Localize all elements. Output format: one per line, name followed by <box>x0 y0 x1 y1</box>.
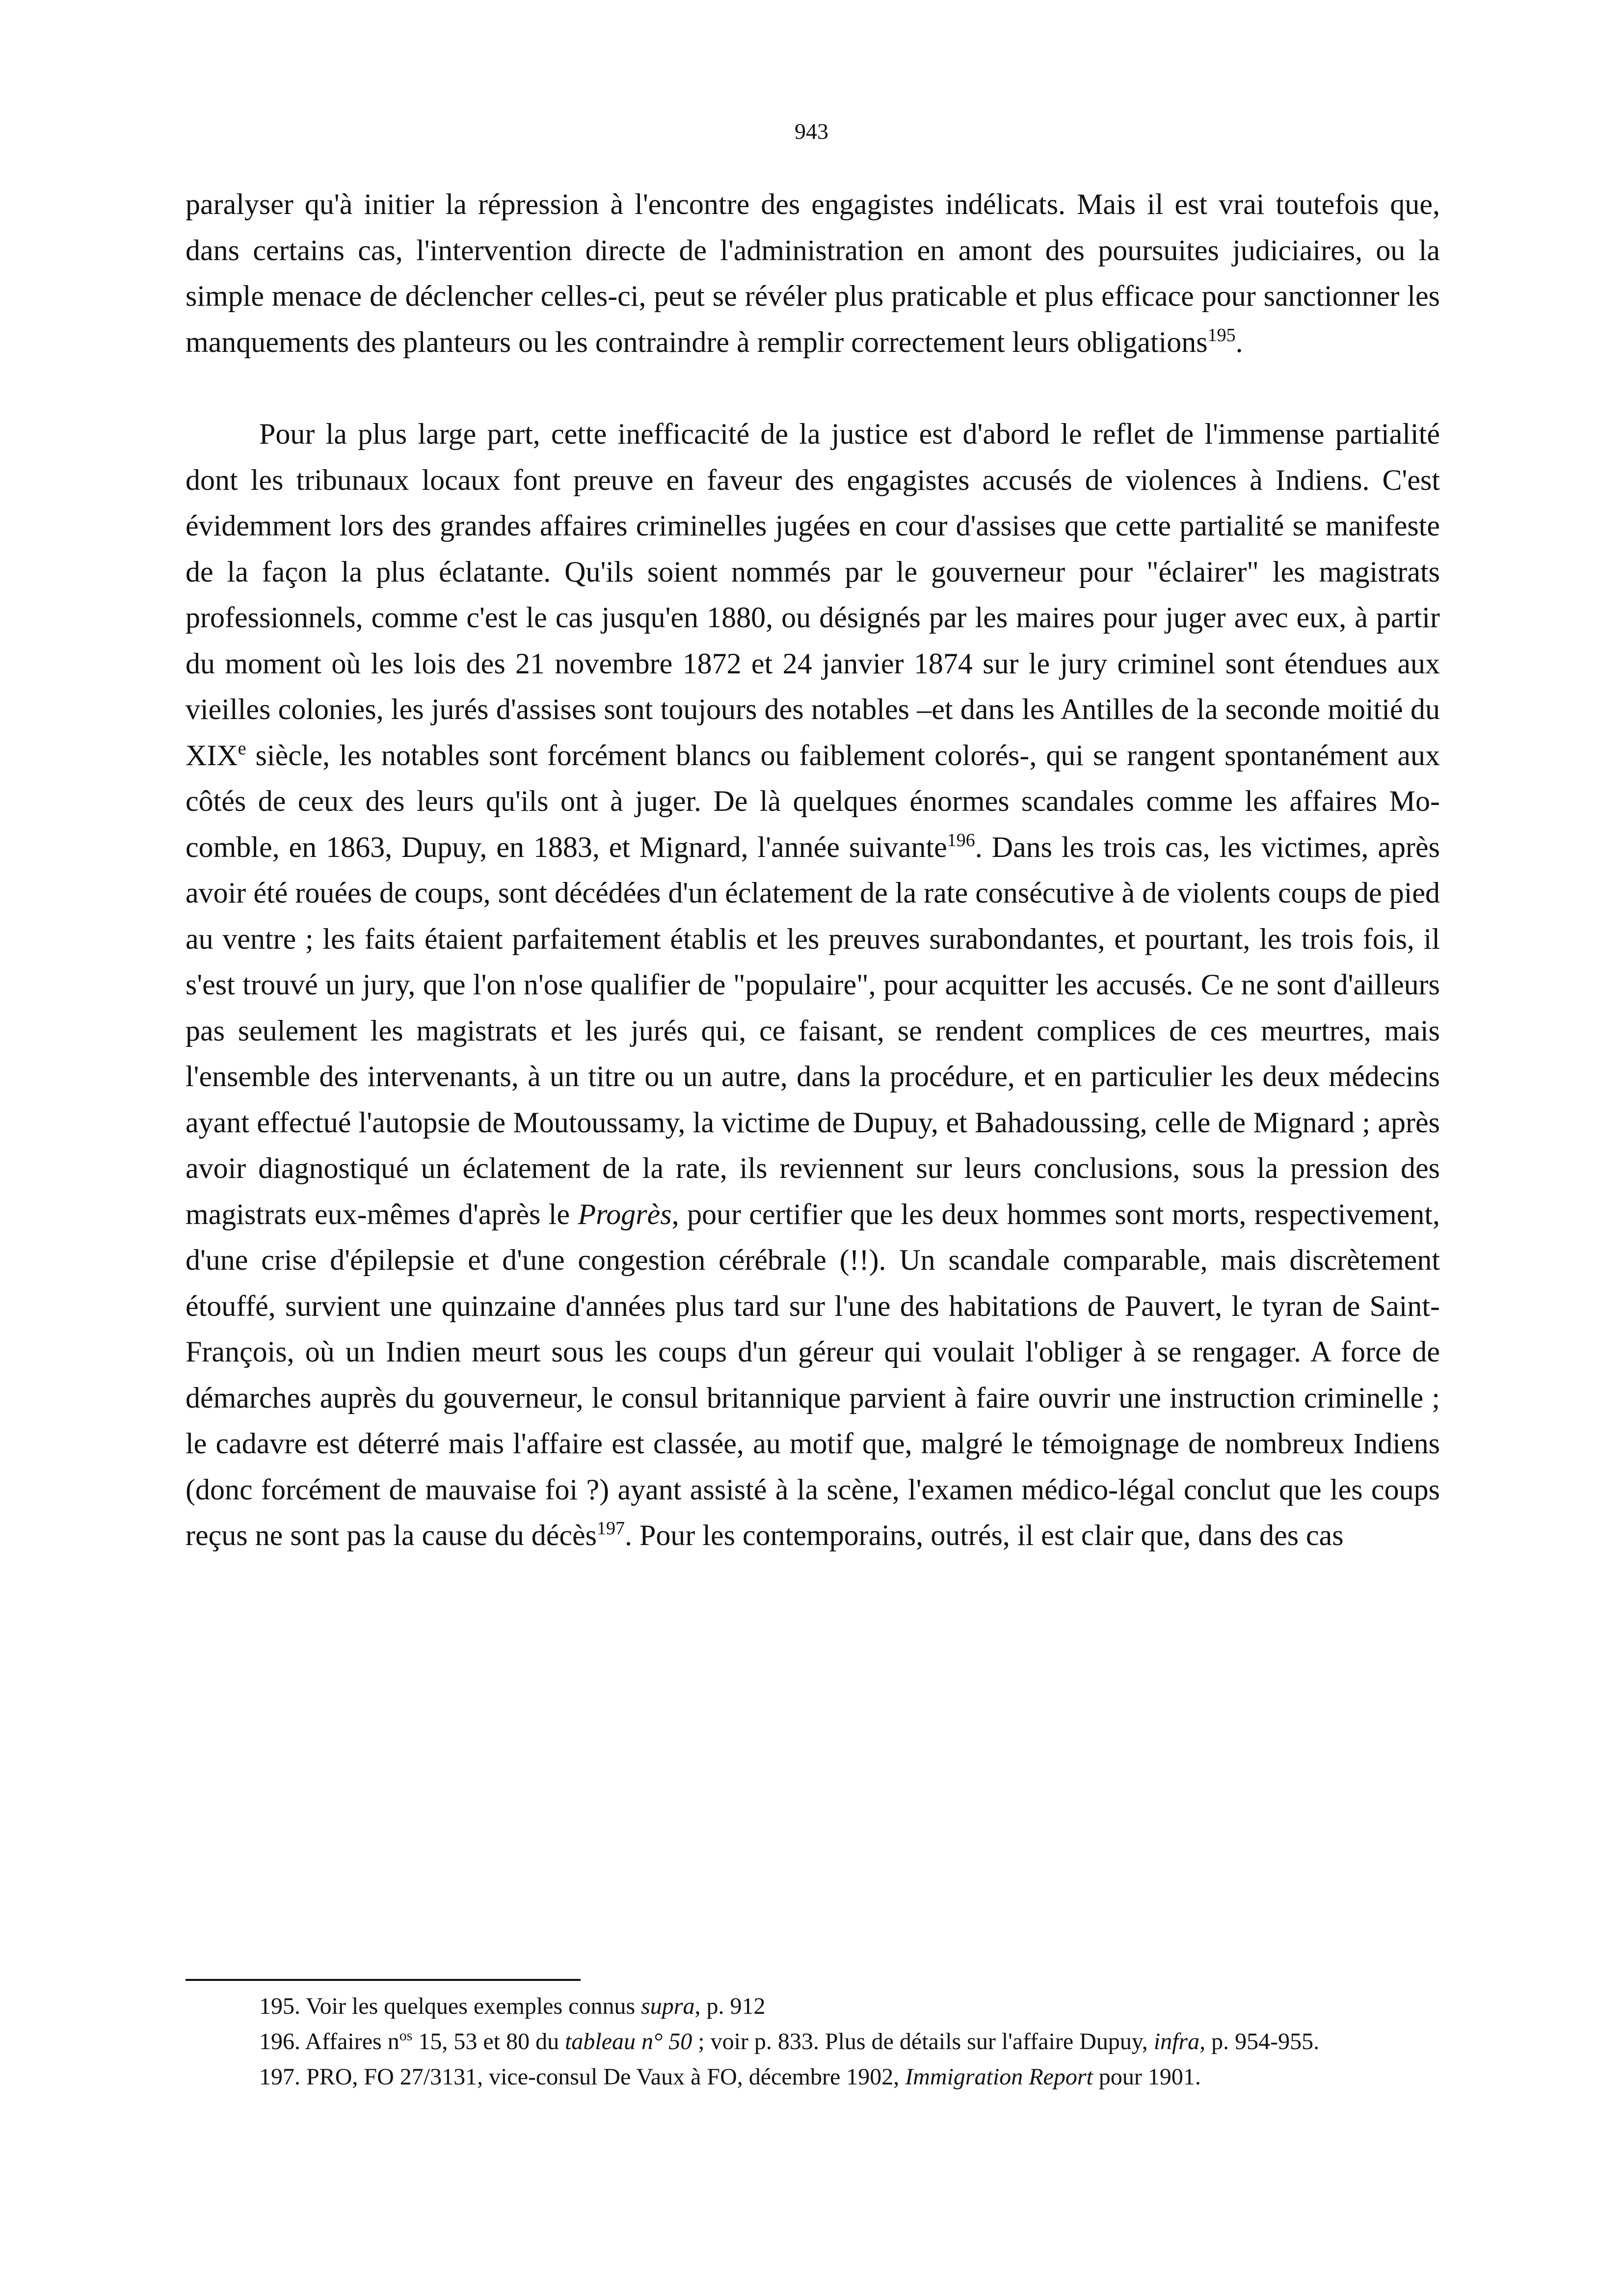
paragraph-2-part3: . Dans les trois cas, les victimes, après avoir été rouées de coups, sont décédées d'un éclatement de la rate consécutive à de violents coups de pied au ventre ; les faits étaient parfaitement établis et les preuves surabondantes, et pourtant, les trois fois, il s'est trouvé un jury, que l'on n'ose qualifier de "populaire", pour acquitter les accusés. Ce ne sont d'ailleurs pas seulement les magistrats et les jurés qui, ce faisant, se rendent complices de ces meurtres, mais l'ensemble des intervenants, à un titre ou un autre, dans la procédure, et en particulier les deux médecins ayant effectué l'autopsie de Moutoussamy, la victime de Dupuy, et Bahadoussing, celle de Mignard ; après avoir diagnostiqué un éclatement de la rate, ils reviennent sur leurs conclusions, sous la pression des magistrats eux-mêmes d'après le <box>186 830 1440 1230</box>
footnote-196-italic-1: tableau n° 50 <box>565 2029 692 2055</box>
footnote-196 <box>186 2027 1440 2056</box>
paragraph-2-part2: siècle, les notables sont forcément blancs ou faiblement colorés-, qui se rangent spontanément aux côtés de ceux des leurs qu'ils ont à juger. De là quelques énormes scandales comme les affaires Mocomble, en 1863, Dupuy, en 1883, et Mignard, l'année suivante <box>186 739 1440 863</box>
italic-progres: Progrès <box>578 1198 672 1230</box>
footnote-196-sup: os <box>399 2028 413 2044</box>
footnote-196-a: 196. Affaires n <box>259 2029 399 2055</box>
paragraph-1 <box>186 182 1440 365</box>
footnotes <box>186 1992 1440 2098</box>
century-superscript: e <box>238 738 246 759</box>
footnote-196-b: 15, 53 et 80 du <box>412 2029 565 2055</box>
paragraph-2-part4: , pour certifier que les deux hommes sont morts, respectivement, d'une crise d'épilepsie et d'une congestion cérébrale (!!). Un scandale comparable, mais discrètement étouffé, survient une quinzaine d'années plus tard sur l'une des habitations de Pauvert, le tyran de Saint-François, où un Indien meurt sous les coups d'un géreur qui voulait l'obliger à se rengager. A force de démarches auprès du gouverneur, le consul britannique parvient à faire ouvrir une instruction criminelle ; le cadavre est déterré mais l'affaire est classée, au motif que, malgré le témoignage de nombreux Indiens (donc forcément de mauvaise foi ?) ayant assisté à la scène, l'examen médico-légal conclut que les coups reçus ne sont pas la cause du décès <box>186 1198 1440 1551</box>
footnote-196-italic-2: infra, <box>1153 2029 1206 2055</box>
footnote-197 <box>186 2062 1440 2092</box>
footnote-197-text: 197. PRO, FO 27/3131, vice-consul De Vaux à FO, décembre 1902, <box>259 2064 905 2090</box>
paragraph-1-end: . <box>1235 325 1243 358</box>
footnote-ref-195: 195 <box>1207 324 1236 346</box>
footnote-ref-197: 197 <box>597 1518 625 1539</box>
paragraph-2-part5: . Pour les contemporains, outrés, il est clair que, dans des cas <box>625 1519 1344 1551</box>
footnote-197-italic: Immigration Report <box>905 2064 1093 2090</box>
footnote-197-end: pour 1901. <box>1092 2064 1201 2090</box>
footnote-196-d: p. 954-955. <box>1205 2029 1320 2055</box>
footnote-divider <box>186 1979 581 1981</box>
footnote-195-text: 195. Voir les quelques exemples connus <box>259 1993 641 2019</box>
paragraph-1-text: paralyser qu'à initier la répression à l'encontre des engagistes indélicats. Mais il est vrai toutefois que, dans certains cas, l'intervention directe de l'administration en amont des poursuites judiciaires, ou la simple menace de déclencher celles-ci, peut se révéler plus praticable et plus efficace pour sanctionner les manquements des planteurs ou les contraindre à remplir correctement leurs obligations <box>186 188 1440 358</box>
paragraph-2-part1: Pour la plus large part, cette inefficacité de la justice est d'abord le reflet de l'immense partialité dont les tribunaux locaux font preuve en faveur des engagistes accusés de violences à Indiens. C'est évidemment lors des grandes affaires criminelles jugées en cour d'assises que cette partialité se manifeste de la façon la plus éclatante. Qu'ils soient nommés par le gouverneur pour "éclairer" les magistrats professionnels, comme c'est le cas jusqu'en 1880, ou désignés par les maires pour juger avec eux, à partir du moment où les lois des 21 novembre 1872 et 24 janvier 1874 sur le jury criminel sont étendues aux vieilles colonies, les jurés d'assises sont toujours des notables –et dans les Antilles de la seconde moitié du XIX <box>186 418 1440 772</box>
footnote-ref-196: 196 <box>947 829 975 851</box>
footnote-195-italic: supra <box>641 1993 695 2019</box>
footnote-196-c: ; voir p. 833. Plus de détails sur l'affaire Dupuy, <box>692 2029 1154 2055</box>
main-text <box>186 182 1440 1559</box>
footnote-195 <box>186 1992 1440 2021</box>
footnote-195-end: , p. 912 <box>694 1993 766 2019</box>
page-number: 943 <box>795 119 828 144</box>
paragraph-2 <box>186 411 1440 1559</box>
